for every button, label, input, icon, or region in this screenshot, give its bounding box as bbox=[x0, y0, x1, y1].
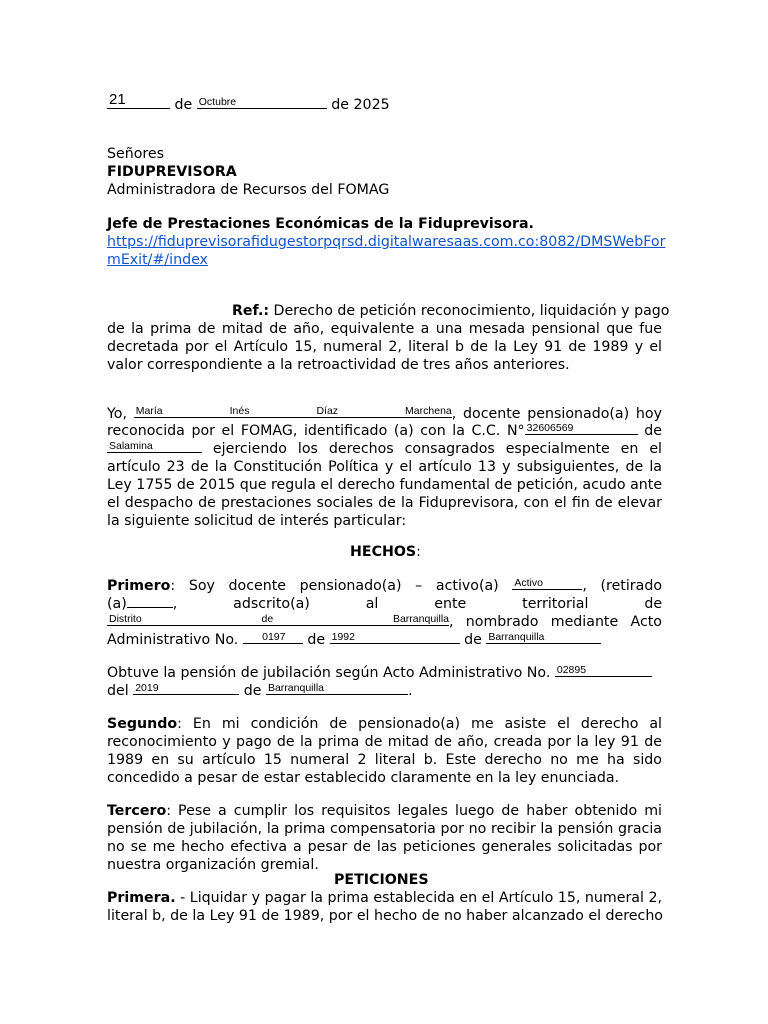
portal-link-line-2[interactable]: mExit/#/index bbox=[107, 252, 208, 268]
intro-line-7: la siguiente solicitud de interés particular: bbox=[107, 513, 407, 529]
date-year: de 2025 bbox=[331, 97, 390, 113]
tercero-line-1 bbox=[107, 802, 662, 820]
portal-link-line-1[interactable]: https://fiduprevisorafidugestorpqrsd.digitalwaresaas.com.co:8082/DMSWebFor bbox=[107, 234, 666, 250]
tercero-line-3: no se me hecho efectiva a pesar de las peticiones generales solicitadas por bbox=[107, 839, 662, 855]
primero-line-1-end: , (retirado bbox=[582, 578, 663, 594]
ref-line-4: valor correspondiente a la retroactividad de tres años anteriores. bbox=[107, 357, 570, 373]
city-field[interactable]: Salamina bbox=[107, 440, 202, 453]
intro-line-3 bbox=[107, 440, 662, 458]
pension-period: . bbox=[407, 683, 413, 699]
segundo-label: Segundo bbox=[107, 716, 178, 732]
ref-line-3: decretada por el Artículo 15, numeral 2, literal b de la Ley 91 de 1989 y el bbox=[107, 339, 662, 355]
date-sep-1: de bbox=[174, 97, 193, 113]
recipient-org-desc: Administradora de Recursos del FOMAG bbox=[107, 182, 390, 198]
acto-admin-label: Administrativo No. bbox=[107, 632, 239, 648]
segundo-line-4: concedido a pesar de estar establecido claramente en la ley enunciada. bbox=[107, 770, 620, 786]
acto-number-field[interactable]: 0197 bbox=[243, 631, 303, 644]
ref-label: Ref.: bbox=[232, 303, 270, 319]
intro-line-1-rest: , docente pensionado(a) hoy bbox=[451, 406, 662, 422]
attention-line: Jefe de Prestaciones Económicas de la Fiduprevisora. bbox=[107, 216, 534, 232]
primero-de: de bbox=[644, 596, 663, 612]
primera-label: Primera. bbox=[107, 890, 176, 906]
intro-line-2-end: de bbox=[644, 423, 662, 439]
ente-territorial-field[interactable]: Distrito de Barranquilla bbox=[109, 613, 449, 625]
acto-de-1: de bbox=[307, 632, 326, 648]
intro-yo: Yo, bbox=[107, 406, 127, 422]
intro-line-5: Ley 1755 de 2015 que regula el derecho fundamental de petición, acudo ante bbox=[107, 477, 663, 493]
acto-de-2: de bbox=[464, 632, 482, 648]
primero-comma: , bbox=[172, 596, 178, 612]
intro-line-2 bbox=[107, 422, 662, 440]
pension-line-1 bbox=[107, 664, 652, 682]
primero-line-1 bbox=[107, 577, 662, 595]
segundo-line-1 bbox=[107, 715, 662, 733]
primero-line-3 bbox=[107, 613, 662, 631]
acto-city-field[interactable]: Barranquilla bbox=[486, 631, 601, 644]
primero-line-4 bbox=[107, 631, 601, 649]
activo-field[interactable]: Activo bbox=[512, 577, 582, 590]
intro-line-4: artículo 23 de la Constitución Política y el artículo 13 y subsiguientes, de la bbox=[107, 459, 662, 475]
ref-line-2: de la prima de mitad de año, equivalente a una mesada pensional que fue bbox=[107, 321, 662, 337]
primero-ente: ente bbox=[434, 596, 467, 612]
pension-text: Obtuve la pensión de jubilación según Acto Administrativo No. bbox=[107, 665, 551, 681]
pension-number-field[interactable]: 02895 bbox=[555, 664, 652, 677]
segundo-line-1-text: : En mi condición de pensionado(a) me asiste el derecho al bbox=[177, 716, 662, 732]
hechos-heading bbox=[350, 543, 421, 561]
pension-del: del bbox=[107, 683, 129, 699]
primero-al: al bbox=[365, 596, 379, 612]
primera-line-1 bbox=[107, 889, 662, 907]
primero-line-3-rest: , nombrado mediante Acto bbox=[449, 614, 662, 630]
salutation: Señores bbox=[107, 146, 165, 162]
day-field[interactable]: 21 bbox=[107, 92, 170, 109]
tercero-line-2: pensión de jubilación, la prima compensatoria por no recibir la pensión gracia bbox=[107, 821, 662, 837]
pension-de: de bbox=[243, 683, 262, 699]
primero-adscrito: adscrito(a) bbox=[233, 596, 310, 612]
hechos-colon: : bbox=[416, 544, 421, 560]
tercero-line-4: nuestra organización gremial. bbox=[107, 857, 319, 873]
pension-city-field[interactable]: Barranquilla bbox=[266, 682, 408, 695]
primera-line-2: literal b, de la Ley 91 de 1989, por el hecho de no haber alcanzado el derecho bbox=[107, 908, 663, 924]
tercero-line-1-text: : Pese a cumplir los requisitos legales luego de haber obtenido mi bbox=[166, 803, 662, 819]
tercero-label: Tercero bbox=[107, 803, 167, 819]
retirado-a: (a) bbox=[107, 596, 127, 612]
primero-territorial: territorial bbox=[522, 596, 589, 612]
month-field[interactable]: Octubre bbox=[197, 96, 327, 109]
primera-line-1-text: - Liquidar y pagar la prima establecida en el Artículo 15, numeral 2, bbox=[175, 890, 662, 906]
primero-line-1-text: : Soy docente pensionado(a) – activo(a) bbox=[170, 578, 499, 594]
segundo-line-3: 1989 en su artículo 15 numeral 2 literal b. Este derecho no me ha sido bbox=[107, 752, 662, 768]
intro-line-3-rest: ejerciendo los derechos consagrados especialmente en el bbox=[212, 441, 662, 457]
ref-text-1: Derecho de petición reconocimiento, liquidación y pago bbox=[273, 303, 670, 319]
primero-label: Primero bbox=[107, 578, 171, 594]
primero-line-2 bbox=[107, 595, 662, 613]
date-line bbox=[107, 92, 390, 114]
retirado-field[interactable] bbox=[127, 607, 173, 608]
acto-year-field[interactable]: 1992 bbox=[330, 631, 460, 644]
intro-line-6: el despacho de prestaciones sociales de la Fiduprevisora, con el fin de elevar bbox=[107, 495, 662, 511]
ref-line-1 bbox=[232, 302, 669, 320]
name-field[interactable]: María Inés Díaz Marchena bbox=[135, 405, 452, 417]
cc-field[interactable]: 32606569 bbox=[525, 422, 638, 435]
segundo-line-2: reconocimiento y pago de la prima de mitad de año, creada por la ley 91 de bbox=[107, 734, 662, 750]
intro-line-2-text: reconocida por el FOMAG, identificado (a) con la C.C. N° bbox=[107, 423, 525, 439]
intro-line-1 bbox=[107, 405, 662, 423]
hechos-title: HECHOS bbox=[350, 544, 417, 560]
pension-year-field[interactable]: 2019 bbox=[133, 682, 239, 695]
recipient-org: FIDUPREVISORA bbox=[107, 164, 237, 180]
pension-line-2 bbox=[107, 682, 412, 700]
peticiones-heading: PETICIONES bbox=[334, 872, 429, 888]
